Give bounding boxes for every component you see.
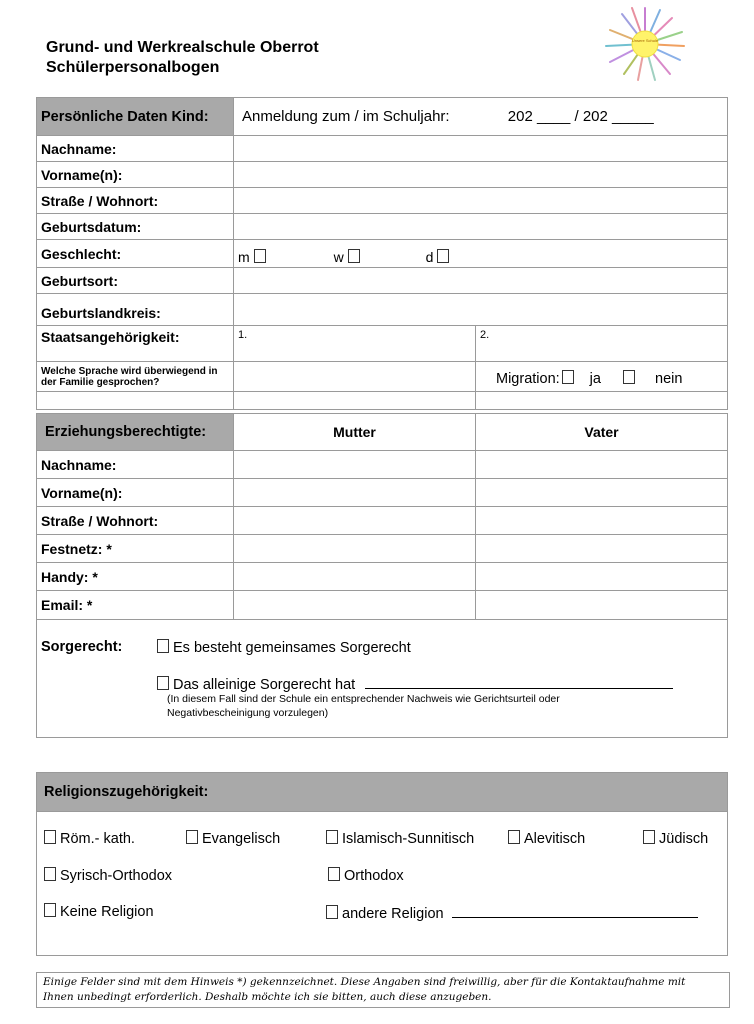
religion-rk-label: Röm.- kath. bbox=[60, 831, 135, 847]
gender-m-checkbox[interactable] bbox=[254, 249, 266, 263]
custody-sole-text: Das alleinige Sorgerecht hat bbox=[173, 677, 356, 693]
religion-syriac-checkbox[interactable] bbox=[44, 867, 56, 881]
guardian-firstname-label: Vorname(n): bbox=[37, 479, 234, 507]
religion-islam-label: Islamisch-Sunnitisch bbox=[342, 831, 475, 847]
religion-orthodox-label: Orthodox bbox=[344, 868, 404, 884]
child-birthplace-label: Geburtsort: bbox=[37, 268, 234, 294]
guardian-landline-label: Festnetz: * bbox=[37, 535, 234, 563]
religion-ev-checkbox[interactable] bbox=[186, 830, 198, 844]
father-lastname-field[interactable] bbox=[476, 451, 728, 479]
father-landline-field[interactable] bbox=[476, 535, 728, 563]
migration-cell bbox=[476, 362, 728, 392]
religion-other-option[interactable] bbox=[326, 903, 698, 922]
mother-landline-field[interactable] bbox=[234, 535, 476, 563]
religion-syriac-option[interactable] bbox=[44, 867, 172, 884]
religion-jewish-label: Jüdisch bbox=[659, 831, 709, 847]
school-name: Grund- und Werkrealschule Oberrot bbox=[46, 39, 319, 56]
religion-section bbox=[36, 772, 728, 956]
child-birthdate-label: Geburtsdatum: bbox=[37, 214, 234, 240]
footer-note bbox=[36, 972, 730, 1008]
migration-yes-checkbox[interactable] bbox=[562, 370, 574, 384]
religion-ev-option[interactable] bbox=[186, 830, 280, 847]
child-district-field[interactable] bbox=[234, 294, 728, 326]
child-gender-label: Geschlecht: bbox=[37, 240, 234, 268]
guardians-table bbox=[36, 413, 728, 620]
child-lastname-label: Nachname: bbox=[37, 136, 234, 162]
religion-alevi-label: Alevitisch bbox=[524, 831, 586, 847]
father-mobile-field[interactable] bbox=[476, 563, 728, 591]
registration-cell bbox=[234, 98, 728, 136]
religion-alevi-option[interactable] bbox=[508, 830, 585, 847]
footer-note-line2: Ihnen unbedingt erforderlich. Deshalb möchte ich sie bitten, auch diese anzugeben. bbox=[43, 991, 492, 1003]
child-section-title: Persönliche Daten Kind: bbox=[37, 98, 234, 136]
religion-orthodox-option[interactable] bbox=[328, 867, 404, 884]
gender-d-checkbox[interactable] bbox=[437, 249, 449, 263]
custody-note-line1: (In diesem Fall sind der Schule ein entsprechender Nachweis wie Gerichtsurteil oder bbox=[167, 693, 560, 705]
custody-note-line2: Negativbescheinigung vorzulegen) bbox=[167, 707, 329, 719]
father-firstname-field[interactable] bbox=[476, 479, 728, 507]
mother-street-field[interactable] bbox=[234, 507, 476, 535]
religion-ev-label: Evangelisch bbox=[202, 831, 281, 847]
citizenship-1-field[interactable]: 1. bbox=[234, 326, 476, 362]
spacer-cell bbox=[476, 392, 728, 410]
child-language-field[interactable] bbox=[234, 362, 476, 392]
citizenship-2-field[interactable]: 2. bbox=[476, 326, 728, 362]
child-birthplace-field[interactable] bbox=[234, 268, 728, 294]
child-data-table bbox=[36, 97, 728, 410]
religion-syriac-label: Syrisch-Orthodox bbox=[60, 868, 173, 884]
guardian-lastname-label: Nachname: bbox=[37, 451, 234, 479]
mother-lastname-field[interactable] bbox=[234, 451, 476, 479]
child-district-label: Geburtslandkreis: bbox=[37, 294, 234, 326]
logo-text: Unsere Schule bbox=[631, 38, 659, 43]
school-logo bbox=[600, 2, 690, 82]
guardians-section-title: Erziehungsberechtigte: bbox=[37, 414, 234, 451]
gender-d-label: d bbox=[425, 249, 434, 265]
footer-note-line1: Einige Felder sind mit dem Hinweis *) gekennzeichnet. Diese Angaben sind freiwillig, aber für die Kontaktaufnahme mit bbox=[43, 976, 686, 988]
religion-alevi-checkbox[interactable] bbox=[508, 830, 520, 844]
child-birthdate-field[interactable] bbox=[234, 214, 728, 240]
child-street-field[interactable] bbox=[234, 188, 728, 214]
custody-section bbox=[36, 619, 728, 738]
religion-rk-option[interactable] bbox=[44, 830, 135, 847]
religion-orthodox-checkbox[interactable] bbox=[328, 867, 340, 881]
father-email-field[interactable] bbox=[476, 591, 728, 620]
page-header bbox=[46, 38, 319, 78]
child-firstname-field[interactable] bbox=[234, 162, 728, 188]
gender-w-checkbox[interactable] bbox=[348, 249, 360, 263]
custody-sole-name-field[interactable] bbox=[365, 674, 673, 689]
father-street-field[interactable] bbox=[476, 507, 728, 535]
form-title: Schülerpersonalbogen bbox=[46, 59, 220, 76]
religion-jewish-checkbox[interactable] bbox=[643, 830, 655, 844]
religion-none-checkbox[interactable] bbox=[44, 903, 56, 917]
migration-label: Migration: bbox=[496, 371, 560, 387]
spacer-cell bbox=[37, 392, 234, 410]
mother-mobile-field[interactable] bbox=[234, 563, 476, 591]
mother-email-field[interactable] bbox=[234, 591, 476, 620]
religion-jewish-option[interactable] bbox=[643, 830, 708, 847]
migration-no-checkbox[interactable] bbox=[623, 370, 635, 384]
gender-options bbox=[234, 240, 728, 268]
child-language-label: Welche Sprache wird überwiegend in der Familie gesprochen? bbox=[37, 362, 234, 392]
custody-label: Sorgerecht: bbox=[41, 639, 123, 655]
gender-w-label: w bbox=[333, 249, 344, 265]
guardian-email-label: Email: * bbox=[37, 591, 234, 620]
father-header: Vater bbox=[476, 414, 728, 451]
religion-rk-checkbox[interactable] bbox=[44, 830, 56, 844]
custody-joint-option[interactable] bbox=[157, 639, 411, 656]
religion-other-field[interactable] bbox=[452, 903, 698, 918]
religion-none-label: Keine Religion bbox=[60, 904, 154, 920]
religion-section-title: Religionszugehörigkeit: bbox=[37, 773, 727, 812]
religion-other-label: andere Religion bbox=[342, 906, 444, 922]
mother-header: Mutter bbox=[234, 414, 476, 451]
religion-islam-option[interactable] bbox=[326, 830, 474, 847]
custody-joint-checkbox[interactable] bbox=[157, 639, 169, 653]
religion-none-option[interactable] bbox=[44, 903, 154, 920]
guardian-street-label: Straße / Wohnort: bbox=[37, 507, 234, 535]
child-street-label: Straße / Wohnort: bbox=[37, 188, 234, 214]
gender-m-label: m bbox=[238, 249, 250, 265]
guardian-mobile-label: Handy: * bbox=[37, 563, 234, 591]
child-firstname-label: Vorname(n): bbox=[37, 162, 234, 188]
child-lastname-field[interactable] bbox=[234, 136, 728, 162]
school-year-field[interactable]: 202 ____ / 202 _____ bbox=[507, 108, 654, 125]
religion-other-checkbox[interactable] bbox=[326, 905, 338, 919]
registration-label: Anmeldung zum / im Schuljahr: bbox=[242, 108, 450, 125]
child-citizenship-label: Staatsangehörigkeit: bbox=[37, 326, 234, 362]
spacer-cell bbox=[234, 392, 476, 410]
migration-no-label: nein bbox=[655, 371, 683, 387]
custody-joint-text: Es besteht gemeinsames Sorgerecht bbox=[173, 640, 411, 656]
migration-yes-label: ja bbox=[589, 371, 601, 387]
religion-islam-checkbox[interactable] bbox=[326, 830, 338, 844]
mother-firstname-field[interactable] bbox=[234, 479, 476, 507]
custody-note bbox=[167, 692, 560, 720]
custody-sole-option[interactable] bbox=[157, 674, 673, 693]
custody-sole-checkbox[interactable] bbox=[157, 676, 169, 690]
